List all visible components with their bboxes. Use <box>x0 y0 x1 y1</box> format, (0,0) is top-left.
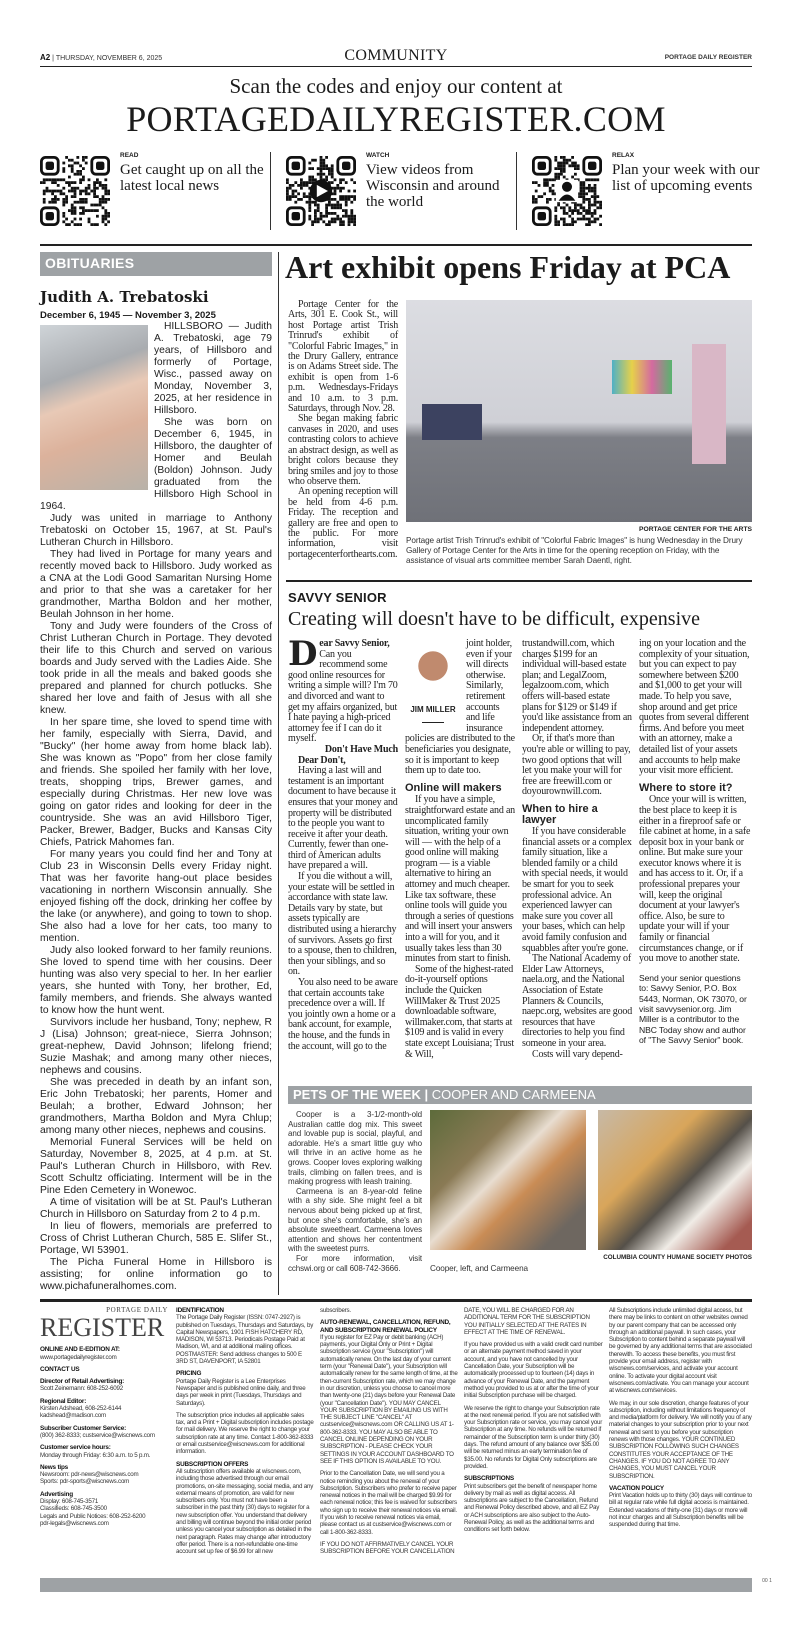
obituary-paragraph: She was born on December 6, 1945, in Hillsboro, the daughter of Homer and Beulah (Boldon) Johnson. Judy graduated from the Hillsboro High School in 1964. <box>40 417 272 512</box>
divider <box>422 722 444 723</box>
footer-heading: ONLINE AND E-EDITION AT: <box>40 1346 120 1354</box>
footer-column-4 <box>464 1307 603 1539</box>
obituary-paragraph: The Picha Funeral Home in Hillsboro is assisting; for online information go to www.pichafuneralhomes.com. <box>40 1257 272 1292</box>
obituary-dates: December 6, 1945 — November 3, 2025 <box>40 310 216 321</box>
art-paragraph: Portage Center for the Arts, 301 E. Cook St., will host Portage artist Trish Trinrud's exhibit of "Colorful Fabric Images," in the Drury Gallery, entrance is on Adams Street side. The exhibit is open from 1-6 p.m. Wednesdays-Fridays and 10 a.m. to 3 p.m. Saturdays, through Nov. 28. <box>288 299 398 415</box>
page-info: A2 | THURSDAY, NOVEMBER 6, 2025 <box>40 53 163 62</box>
obituary-paragraph: For many years you could find her and Tony at Club 23 in Wisconsin Dells every Friday night. That was her favorite hang-out place besides vacationing in northern Wisconsin annually. She enjoyed fishing off the dock, drinking her coffee by the lake (or anywhere), and going to town to shop. She also had a love for her cats, too many to mention. <box>40 849 272 944</box>
paragraph: ing on your location and the complexity of your situation, but you can expect to pay somewhere between $200 and $1,000 to get your will made. To help you save, shop around and get price quotes from several different firms. And before you meet with an attorney, make a detailed list of your assets and accounts to help make your visit more efficient. <box>639 638 750 777</box>
footer-text: If you register for EZ Pay or debit banking (ACH) payments, your Digital Only or Print + Digital subscription service (your "Subscription") will automatically renew. On the last day of your current term (your "Renewal Date"), your Subscription will automatically renew for the same length of time, at the then-current Subscription rate, which we may change in our discretion, unless you choose to cancel more than twenty-one (21) days before your Renewal Date (your "Cancellation Date"). YOU MAY CANCEL YOUR SUBSCRIPTION BY EMAILING US WITH THE SUBJECT LINE "CANCEL" AT custservice@wiscnews.com OR CALLING US AT 1-800-362-8333. YOU MAY ALSO BE ABLE TO CANCEL ONLINE DEPENDING ON YOUR SUBSCRIPTION - PLEASE CHECK YOUR SETTINGS IN YOUR ACCOUNT DASHBOARD TO SEE IF THIS OPTION IS AVAILABLE TO YOU. <box>320 1333 458 1465</box>
logo-top: PORTAGE DAILY <box>106 1306 168 1314</box>
drop-cap: D <box>288 634 318 674</box>
pets-of-the-week <box>288 1086 752 1273</box>
paragraph: The National Academy of Elder Law Attorneys, naela.org, and the National Association of Estate Planners & Councils, naepc.org, websites are good resources that have directories to help you find someone in your area. <box>522 953 633 1049</box>
art-paragraph: She began making fabric canvases in 2020, and uses contrasting colors to achieve an abstract design, as well as bright colors because they bring smiles and joy to those who observe them. <box>288 413 398 487</box>
page-number: A2 <box>40 53 51 62</box>
pets-title: PETS OF THE WEEK <box>293 1087 421 1102</box>
cat-photo <box>598 1110 752 1250</box>
footer-column-2 <box>176 1307 314 1561</box>
column-kicker: SAVVY SENIOR <box>288 590 387 605</box>
rule <box>286 580 752 582</box>
art-body <box>288 300 398 560</box>
obituaries <box>40 252 272 1293</box>
promo-label: WATCH <box>366 152 390 159</box>
promo-text: Plan your week with our list of upcoming events <box>612 162 760 194</box>
savvy-column-1 <box>288 634 398 1060</box>
art-paragraph: An opening reception will be held from 4-6 p.m. Friday. The reception and gallery are free and open to the public. For more information, visit portagecenterforthearts.com. <box>288 486 398 560</box>
footer-contact <box>40 1307 170 1527</box>
footer-text: IF YOU DO NOT AFFIRMATIVELY CANCEL YOUR SUBSCRIPTION BEFORE YOUR CANCELLATION <box>320 1540 455 1556</box>
footer-heading: News tips <box>40 1463 69 1471</box>
publication-name: PORTAGE DAILY REGISTER <box>664 54 752 61</box>
promo-tagline: Scan the codes and enjoy our content at <box>229 74 563 98</box>
promo-text: Get caught up on all the latest local news <box>120 162 264 194</box>
obituary-paragraph: They had lived in Portage for many years and recently moved back to Hillsboro. Judy worked as a CNA at the Lodi Good Samaritan Nursing Home and prior to that she was a caretaker for her grandmother, Martha Boldon and her mother, Beulah Johnson in her home. <box>40 549 272 620</box>
savvy-column-3 <box>522 639 632 1060</box>
obituary-paragraph: A time of visitation will be at St. Paul's Lutheran Church in Hillsboro on Saturday from 2 to 4 p.m. <box>40 1197 272 1220</box>
obituary-photo <box>40 325 148 490</box>
footer-text: We may, in our sole discretion, change features of your subscription, including without limitations frequency of and media/platform for delivery. We will notify you of any material changes to your subscription prior to your next renewal and sent to you before your subscription renews with those changes. YOUR CONTINUED SUBSCRIPTION FOLLOWING SUCH CHANGES CONSTITUTES YOUR ACCEPTANCE OF THE CHANGES. IF YOU DO NOT AGREE TO ANY CHANGES, YOU MUST CANCEL YOUR SUBSCRIPTION. <box>609 1399 752 1480</box>
footer-text: Newsroom: pdr-news@wiscnews.com <box>40 1471 139 1479</box>
paragraph: You also need to be aware that certain accounts take precedence over a will. If you jointly own a home or a bank account, for example, the house, and the funds in the account, will go to the <box>288 977 398 1052</box>
photo-credit: COLUMBIA COUNTY HUMANE SOCIETY PHOTOS <box>603 1254 752 1261</box>
savvy-column-4 <box>639 639 751 1060</box>
footer-heading: IDENTIFICATION <box>176 1307 224 1314</box>
pets-banner: PETS OF THE WEEK | COOPER AND CARMEENA <box>288 1086 752 1104</box>
paragraph: trustandwill.com, which charges $199 for an individual will-based estate plan; and LegalZoom, legalzoom.com, which offers will-based estate plans for $129 or $149 if you'd like assistance from an independent attorney. <box>522 638 632 734</box>
reply-salutation: Dear Don't, <box>298 754 346 766</box>
obituaries-banner: OBITUARIES <box>40 252 272 276</box>
obituary-paragraph: Memorial Funeral Services will be held on Saturday, November 8, 2025, at 4 p.m. at St. Paul's Lutheran Church in Hillsboro, with Rev. Scott Schultz officiating. Interment will be in the Pine Eden Cemetery in Wonewoc. <box>40 1137 272 1196</box>
photo-caption: Cooper, left, and Carmeena <box>430 1264 528 1273</box>
footer-heading: AUTO-RENEWAL, CANCELLATION, REFUND, AND SUBSCRIPTION RENEWAL POLICY <box>320 1319 451 1334</box>
footer-heading: SUBSCRIPTIONS <box>464 1475 514 1483</box>
page-header <box>40 49 752 67</box>
footer-text: Print subscribers get the benefit of newspaper home delivery by mail as well as digital access. All subscriptions are subject to the Cancellation, Refund and Renewal Policy described above, and all EZ Pay or ACH subscriptions are also subject to the Auto-Renewal Policy, as well as the additional terms and conditions set forth below. <box>464 1482 600 1534</box>
letter-signoff: Don't Have Much <box>324 743 398 755</box>
photo-person <box>692 344 726 464</box>
footer-heading: Customer service hours: <box>40 1444 111 1452</box>
footer-column-5 <box>609 1307 752 1534</box>
paragraph: joint holder, even if your will directs otherwise. Similarly, retirement accounts and life insurance policies are distributed to the beneficiaries you designate, so it is important to keep them up to date too. <box>405 638 515 777</box>
photo-caption: Portage artist Trish Trinrud's exhibit of "Colorful Fabric Images" is hung Wednesday in the Drury Gallery of Portage Center for the Arts in time for the opening reception on Friday, with the assistance of visual arts committee member Sarah Daentl, right. <box>406 536 743 565</box>
rule <box>40 1299 752 1302</box>
footer-heading: VACATION POLICY <box>609 1484 664 1492</box>
obituary-paragraph: She was preceded in death by an infant son, Eric John Trebatoski; her parents, Homer and Beulah; a brother, Edward Johnson; her grandmothers, Martha Boldon and Myra Chlup; among many other nieces, nephews and cousins. <box>40 1077 272 1136</box>
promo-read[interactable] <box>40 152 276 230</box>
pets-body <box>288 1110 422 1273</box>
photo-artwork <box>612 360 672 394</box>
footer-text: www.portagedailyregister.com <box>40 1353 117 1361</box>
footer-text: Prior to the Cancellation Date, we will send you a notice reminding you about the renewal of your Subscription. Subscribers who prefer to receive paper renewal notices in the mail will be charged $9.99 for each renewal notice; this fee is waived for subscribers who sign up to receive their renewal notices via email. If you wish to receive renewal notices via email, please contact us at custservice@wiscnews.com or call 1-800-362-8333. <box>320 1470 457 1536</box>
footer-text: Kirsten Adshead, 608-252-6144 <box>40 1405 122 1413</box>
paragraph: If you have a simple, straightforward estate and an uncomplicated family situation, writing your own will — with the help of a good online will making program — is a viable alternative to hiring an attorney and much cheaper. Like tax software, these online tools will guide you through a series of questions and will insert your answers into a will for you, and it usually takes less than 30 minutes from start to finish. <box>405 794 515 965</box>
footer-text: Classifieds: 608-745-3500 <box>40 1505 107 1513</box>
paragraph: Having a last will and testament is an important document to have because it ensures that your money and property will be distributed to the people you want to receive it after your death. Currently, fewer than one-third of American adults have prepared a will. <box>288 765 398 872</box>
paragraph: Costs will vary depend- <box>532 1048 623 1060</box>
promo-label: READ <box>120 152 139 159</box>
footer-heading: Subscriber Customer Service: <box>40 1424 127 1432</box>
footer-text: Sports: pdr-sports@wiscnews.com <box>40 1478 130 1486</box>
obituary-paragraph: HILLSBORO — Judith A. Trebatoski, age 79 years, of Hillsboro and formerly of Portage, Wisc., passed away on Monday, November 3, 2025, at her residence in Hillsboro. <box>154 321 272 416</box>
footer-text: Scott Zeinemann: 608-252-6092 <box>40 1385 123 1393</box>
paragraph: If you die without a will, your estate will be settled in accordance with state law. Details vary by state, but assets typically are distributed using a hierarchy of survivors. Assets go first to a spouse, then to children, then your siblings, and so on. <box>288 871 397 978</box>
photo-bag <box>422 404 482 440</box>
footer-text: All subscription offers available at wiscnews.com, including those advertised through our email promotions, on-site messaging, social media, and any external means of promotion, are valid for new subscribers only. You must not have been a subscriber in the past thirty (30) days to register for a new subscription offer. You understand that delivery and billing will continue beyond the initial order period unless you cancel your subscription as detailed in the next paragraph. Rates may change after introductory offer period. There is a non-refundable one-time account set up fee of $6.99 for all new <box>176 1467 314 1556</box>
footer-text: The Portage Daily Register (ISSN: 0747-2927) is published on Tuesdays, Thursdays and Saturdays, by Capital Newspapers, 1901 FISH HATCHERY RD, MADISON, WI 53713. Periodicals Postage Paid at Madison, WI, and at additional mailing offices. POSTMASTER: Send address changes to 500 E 3RD ST, DAVENPORT, IA 52801 <box>176 1314 314 1366</box>
qr-code-person-icon[interactable] <box>532 156 602 226</box>
footer-band <box>40 1578 752 1592</box>
savvy-headline: Creating will doesn't have to be difficult, expensive <box>288 608 701 630</box>
letter-text: Can you recommend some good online resources for writing a simple will? I'm 70 and divorced and want to get my affairs organized, but I hate paying a high-priced attorney fee if I can do it myself. <box>288 648 398 745</box>
letter-salutation: ear Savvy Senior, <box>319 638 390 649</box>
obituary-paragraph: Tony and Judy were founders of the Cross of Christ Lutheran Church in Portage. They devoted their life to this Church and served on various boards and Judy served with the Ladies Aide. She took pride in all the meals and baked goods she prepared and planned for church potlucks. She shared her love and faith of Jesus with all she knew. <box>40 621 272 716</box>
footer-heading: PRICING <box>176 1370 202 1378</box>
obituary-paragraph: Survivors include her husband, Tony; nephew, R J (Lisa) Johnson; great-niece, Sierra Johnson; great-nephew, David Johnson; lifelong friend; Suzie Mashak; and among many other nieces, nephews and cousins. <box>40 1017 272 1076</box>
subhead: When to hire a lawyer <box>522 802 598 826</box>
promo-relax[interactable] <box>532 152 768 230</box>
paragraph: If you have considerable financial assets or a complex family situation, like a blended family or a child with special needs, it would be smart for you to seek professional advice. An experienced lawyer can make sure you cover all your bases, which can help avoid family confusion and squabbles after you're gone. <box>522 826 632 954</box>
art-headline: Art exhibit opens Friday at PCA <box>285 249 731 285</box>
savvy-column-2 <box>405 639 515 1060</box>
art-photo <box>406 300 752 522</box>
footer-text: DATE, YOU WILL BE CHARGED FOR AN ADDITIONAL TERM FOR THE SUBSCRIPTION YOU INITIALLY SELECTED AT THE RATES IN EFFECT AT THE TIME OF RENEWAL. <box>464 1307 590 1336</box>
footer-text: If you have provided us with a valid credit card number or an alternate payment method saved in your account, and you have not cancelled by your Cancellation Date, your Subscription will be automatically processed up to fourteen (14) days in advance of your Renewal Date, and the payment method you provided to us at or after the time of your initial Subscription purchase will be charged. <box>464 1341 603 1400</box>
footer-heading: Advertising <box>40 1490 73 1498</box>
footer-text: pdr-legals@wiscnews.com <box>40 1519 109 1527</box>
footer-text: All Subscriptions include unlimited digital access, but there may be links to content on other websites owned by our parent company that can be accessed only through an additional paywall. In such cases, your Subscription to content behind a separate paywall will be governed by any additional terms that are associated therewith. To access these benefits, you must first provide your email address, register with wiscnews.com/services, and activate your account online. To activate your digital account visit wiscnews.com/activate. You can manage your account at wiscnews.com/services. <box>609 1307 752 1395</box>
footer-heading: CONTACT US <box>40 1365 80 1373</box>
column-divider <box>278 252 279 1295</box>
savvy-senior <box>288 590 752 1060</box>
issue-date: THURSDAY, NOVEMBER 6, 2025 <box>55 55 163 62</box>
footer-text: (800) 362-8333; custservice@wiscnews.com <box>40 1431 155 1439</box>
obituary-paragraph: Judy was united in marriage to Anthony Trebatoski on October 15, 1967, at St. Paul's Lutheran Church in Hillsboro. <box>40 513 272 548</box>
promo-site[interactable]: PORTAGEDAILYREGISTER.COM <box>126 99 666 139</box>
subhead: Online will makers <box>405 781 502 794</box>
promo-watch[interactable] <box>286 152 522 230</box>
subhead: Where to store it? <box>639 781 733 794</box>
footer-text: Portage Daily Register is a Lee Enterprises Newspaper and is published online daily, and three days per week in print (Tuesdays, Thursdays and Saturdays). <box>176 1377 306 1407</box>
obituary-paragraph: In her spare time, she loved to spend time with her family, especially with Sierra, David, and "Bucky" (her home away from home black lab). She was known as "Popo" from her close family and friends. She spoiled her family with her love, treats, shopping trips, Brewer games, and especially during Christmas. Her new love was going on gator rides and looking for deer in the countryside. She was an avid Hillsboro Tiger, Packer, Brewer, Badger, Bucks and Kansas City Chiefs, Patrick Mahomes fan. <box>40 717 272 848</box>
footer-text: Print Vacation holds up to thirty (30) days will continue to bill at regular rate while full digital access is maintained. Extended vacations of thirty-one (31) days or more will not incur charges and all Subscription benefits will be suspended during that time. <box>609 1492 752 1529</box>
paragraph: Or, if that's more than you're able or willing to pay, two good options that will let you make your will for free are freewill.com or doyourownwill.com. <box>522 733 631 798</box>
qr-code-icon[interactable] <box>40 156 110 226</box>
paragraph: Cooper is a 3-1/2-month-old Australian cattle dog mix. This sweet and lovable pup is social, playful, and adorable. He's a smart little guy who will thrive in an active home as he grows. Cooper loves exploring walking trails, climbing on fallen trees, and is making progress with leash training. <box>288 1110 422 1187</box>
dog-photo <box>430 1110 586 1250</box>
footer-heading: Director of Retail Advertising: <box>40 1378 125 1386</box>
footer-text: subscribers. <box>320 1307 351 1314</box>
divider <box>270 152 271 230</box>
paragraph: Some of the highest-rated do-it-yourself options include the Quicken WillMaker & Trust 2025 downloadable software, willmaker.com, that starts at $109 and is valid in every state except Louisiana; Trust & Will, <box>405 963 514 1060</box>
footer-column-3 <box>320 1307 458 1561</box>
logo: REGISTER <box>40 1313 165 1343</box>
paragraph: Carmeena is an 8-year-old feline with a shy side. She might feel a bit nervous about being picked up at first, but once she's comfortable, she's an absolute sweetheart. Carmeena loves attention and shows her contentment with the sweetest purrs. <box>288 1186 422 1254</box>
contact-note: Send your senior questions to: Savvy Senior, P.O. Box 5443, Norman, OK 73070, or visit savvysenior.org. Jim Miller is a contributor to the NBC Today show and author of "The Savvy Senior" book. <box>639 972 747 1046</box>
pets-subtitle: COOPER AND CARMEENA <box>431 1087 596 1102</box>
footer-text: kadshead@madison.com <box>40 1412 106 1420</box>
footer-text: Display: 608-745-3571 <box>40 1498 99 1506</box>
footer-text: Legals and Public Notices: 608-252-6200 <box>40 1512 146 1520</box>
paragraph: Once your will is written, the best place to keep it is either in a fireproof safe or file cabinet at home, in a safe deposit box in your bank or online. But make sure your executor knows where it is and has access to it. Or, if a professional prepares your will, keep the original document at your lawyer's office. Also, be sure to update your will if your family or financial circumstances change, or if you move to another state. <box>639 794 751 965</box>
footer-text: The subscription price includes all applicable sales tax, and a Print + Digital subscription includes postage for mail delivery. We reserve the right to change your subscription rate at any time. Contact 1-800-362-8333 or email custservice@wiscnews.com for additional information. <box>176 1411 314 1456</box>
columnist-name: JIM MILLER <box>410 705 456 714</box>
footer-heading: Regional Editor: <box>40 1397 87 1405</box>
qr-code-play-icon[interactable] <box>286 156 356 226</box>
columnist-photo <box>405 639 461 727</box>
photo-credit: PORTAGE CENTER FOR THE ARTS <box>639 526 752 533</box>
obituary-paragraph: Judy also looked forward to her family reunions. She loved to spend time with her cousins. Deer hunting was also very special to her. In her earlier years, she hunted with Tony, her brother, Ed, family members, and friends. She always wanted to know how the hunt went. <box>40 945 272 1016</box>
columnist-headshot <box>408 639 458 699</box>
section-name: COMMUNITY <box>344 47 448 64</box>
obituary-name: Judith A. Trebatoski <box>40 288 209 306</box>
promo-label: RELAX <box>612 152 635 159</box>
rule <box>40 244 752 246</box>
footer-text: We reserve the right to change your Subscription rate at the next renewal period. If you are not satisfied with your Subscription rate or service, you may cancel your Subscription at any time. No refunds will be returned if remainder of the Subscription term is under thirty (30) days. The refund amount of any balance over $35.00 will be returned minus an early termination fee of $35.00. No refunds for Digital Only subscriptions are provided. <box>464 1404 603 1470</box>
obituary-body <box>40 321 272 1293</box>
footer-text: Monday through Friday: 6:30 a.m. to 5 p.m. <box>40 1451 151 1459</box>
paragraph: For more information, visit cchswi.org or call 608-742-3666. <box>288 1253 422 1273</box>
folio: 00 1 <box>762 1578 772 1584</box>
promo-text: View videos from Wisconsin and around the world <box>366 162 500 210</box>
obituary-paragraph: In lieu of flowers, memorials are preferred to Cross of Christ Lutheran Church, 585 E. Slifer St., Portage, WI 53901. <box>40 1221 272 1256</box>
footer-heading: SUBSCRIPTION OFFERS <box>176 1460 249 1468</box>
divider <box>516 152 517 230</box>
